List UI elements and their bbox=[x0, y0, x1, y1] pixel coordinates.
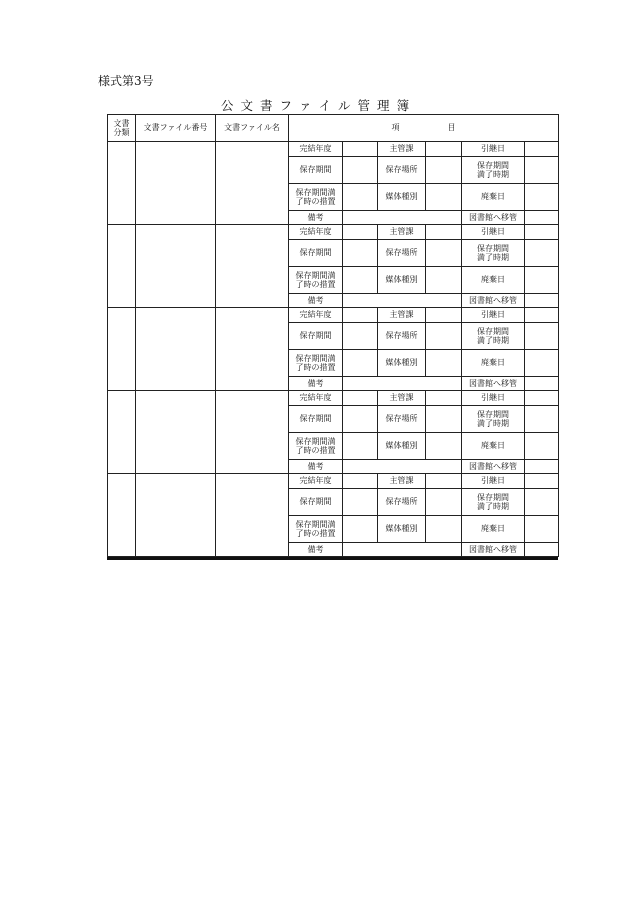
title-char: 簿 bbox=[396, 98, 410, 113]
responsible-section-label: 主管課 bbox=[378, 308, 426, 323]
disposal-date-label: 廃棄日 bbox=[462, 267, 525, 294]
bottom-rule bbox=[107, 557, 558, 560]
disposal-date-value[interactable] bbox=[525, 433, 559, 460]
remarks-value[interactable] bbox=[343, 460, 462, 474]
header-file-name: 文書ファイル名 bbox=[216, 115, 289, 142]
measure-value[interactable] bbox=[343, 516, 378, 543]
form-number: 様式第3号 bbox=[98, 74, 154, 88]
media-type-label: 媒体種別 bbox=[378, 516, 426, 543]
remarks-value[interactable] bbox=[343, 377, 462, 391]
completion-year-label: 完結年度 bbox=[289, 308, 343, 323]
media-type-label: 媒体種別 bbox=[378, 433, 426, 460]
record-row bbox=[108, 142, 559, 157]
responsible-section-label: 主管課 bbox=[378, 225, 426, 240]
title-char: フ bbox=[279, 98, 292, 113]
measure-label: 保存期間満 了時の措置 bbox=[289, 433, 343, 460]
expiry-label: 保存期間 満了時期 bbox=[462, 240, 525, 267]
file-name-cell[interactable] bbox=[216, 474, 289, 557]
library-transfer-label: 図書館へ移管 bbox=[462, 460, 525, 474]
storage-location-label: 保存場所 bbox=[378, 323, 426, 350]
library-transfer-value[interactable] bbox=[525, 377, 559, 391]
storage-location-value[interactable] bbox=[426, 323, 462, 350]
library-transfer-value[interactable] bbox=[525, 294, 559, 308]
responsible-section-label: 主管課 bbox=[378, 142, 426, 157]
storage-location-label: 保存場所 bbox=[378, 406, 426, 433]
completion-year-label: 完結年度 bbox=[289, 225, 343, 240]
responsible-section-value[interactable] bbox=[426, 474, 462, 489]
responsible-section-label: 主管課 bbox=[378, 474, 426, 489]
retention-period-label: 保存期間 bbox=[289, 157, 343, 184]
measure-label: 保存期間満 了時の措置 bbox=[289, 350, 343, 377]
completion-year-value[interactable] bbox=[343, 308, 378, 323]
storage-location-value[interactable] bbox=[426, 240, 462, 267]
disposal-date-value[interactable] bbox=[525, 516, 559, 543]
category-cell[interactable] bbox=[108, 225, 136, 308]
file-name-cell[interactable] bbox=[216, 142, 289, 225]
retention-period-value[interactable] bbox=[343, 240, 378, 267]
disposal-date-value[interactable] bbox=[525, 350, 559, 377]
handover-date-label: 引継日 bbox=[462, 142, 525, 157]
file-number-cell[interactable] bbox=[136, 474, 216, 557]
expiry-label: 保存期間 満了時期 bbox=[462, 489, 525, 516]
library-transfer-label: 図書館へ移管 bbox=[462, 294, 525, 308]
handover-date-label: 引継日 bbox=[462, 474, 525, 489]
category-cell[interactable] bbox=[108, 391, 136, 474]
file-name-cell[interactable] bbox=[216, 308, 289, 391]
title-char: 理 bbox=[377, 98, 390, 113]
retention-period-label: 保存期間 bbox=[289, 240, 343, 267]
title-char: 公 bbox=[220, 98, 234, 113]
completion-year-label: 完結年度 bbox=[289, 391, 343, 406]
disposal-date-value[interactable] bbox=[525, 184, 559, 211]
expiry-label: 保存期間 満了時期 bbox=[462, 157, 525, 184]
completion-year-value[interactable] bbox=[343, 225, 378, 240]
title-char: ァ bbox=[298, 98, 312, 113]
measure-label: 保存期間満 了時の措置 bbox=[289, 267, 343, 294]
completion-year-value[interactable] bbox=[343, 142, 378, 157]
library-transfer-label: 図書館へ移管 bbox=[462, 377, 525, 391]
handover-date-value[interactable] bbox=[525, 308, 559, 323]
retention-period-value[interactable] bbox=[343, 323, 378, 350]
category-cell[interactable] bbox=[108, 308, 136, 391]
completion-year-label: 完結年度 bbox=[289, 474, 343, 489]
media-type-value[interactable] bbox=[426, 184, 462, 211]
expiry-value[interactable] bbox=[525, 323, 559, 350]
remarks-value[interactable] bbox=[343, 294, 462, 308]
file-number-cell[interactable] bbox=[136, 225, 216, 308]
category-cell[interactable] bbox=[108, 474, 136, 557]
storage-location-label: 保存場所 bbox=[378, 240, 426, 267]
handover-date-value[interactable] bbox=[525, 225, 559, 240]
storage-location-label: 保存場所 bbox=[378, 157, 426, 184]
retention-period-value[interactable] bbox=[343, 489, 378, 516]
remarks-label: 備考 bbox=[289, 460, 343, 474]
media-type-value[interactable] bbox=[426, 516, 462, 543]
remarks-label: 備考 bbox=[289, 294, 343, 308]
responsible-section-label: 主管課 bbox=[378, 391, 426, 406]
page-title bbox=[0, 96, 630, 114]
title-char: 文 bbox=[240, 98, 253, 113]
handover-date-label: 引継日 bbox=[462, 225, 525, 240]
media-type-label: 媒体種別 bbox=[378, 350, 426, 377]
completion-year-label: 完結年度 bbox=[289, 142, 343, 157]
remarks-value[interactable] bbox=[343, 543, 462, 557]
media-type-label: 媒体種別 bbox=[378, 267, 426, 294]
file-number-cell[interactable] bbox=[136, 142, 216, 225]
disposal-date-label: 廃棄日 bbox=[462, 516, 525, 543]
responsible-section-value[interactable] bbox=[426, 142, 462, 157]
measure-label: 保存期間満 了時の措置 bbox=[289, 516, 343, 543]
title-char: イ bbox=[318, 98, 332, 113]
remarks-label: 備考 bbox=[289, 211, 343, 225]
measure-value[interactable] bbox=[343, 267, 378, 294]
expiry-value[interactable] bbox=[525, 157, 559, 184]
library-transfer-value[interactable] bbox=[525, 460, 559, 474]
disposal-date-value[interactable] bbox=[525, 267, 559, 294]
storage-location-value[interactable] bbox=[426, 157, 462, 184]
measure-value[interactable] bbox=[343, 184, 378, 211]
header-items: 項 目 bbox=[289, 115, 559, 142]
file-name-cell[interactable] bbox=[216, 225, 289, 308]
handover-date-label: 引継日 bbox=[462, 308, 525, 323]
media-type-value[interactable] bbox=[426, 267, 462, 294]
file-number-cell[interactable] bbox=[136, 391, 216, 474]
storage-location-label: 保存場所 bbox=[378, 489, 426, 516]
expiry-value[interactable] bbox=[525, 489, 559, 516]
measure-label: 保存期間満 了時の措置 bbox=[289, 184, 343, 211]
disposal-date-label: 廃棄日 bbox=[462, 184, 525, 211]
library-transfer-value[interactable] bbox=[525, 211, 559, 225]
expiry-label: 保存期間 満了時期 bbox=[462, 406, 525, 433]
retention-period-value[interactable] bbox=[343, 406, 378, 433]
file-name-cell[interactable] bbox=[216, 391, 289, 474]
handover-date-value[interactable] bbox=[525, 474, 559, 489]
disposal-date-label: 廃棄日 bbox=[462, 350, 525, 377]
storage-location-value[interactable] bbox=[426, 406, 462, 433]
record-row bbox=[108, 308, 559, 323]
library-transfer-value[interactable] bbox=[525, 543, 559, 557]
remarks-label: 備考 bbox=[289, 543, 343, 557]
disposal-date-label: 廃棄日 bbox=[462, 433, 525, 460]
category-cell[interactable] bbox=[108, 142, 136, 225]
measure-value[interactable] bbox=[343, 433, 378, 460]
responsible-section-value[interactable] bbox=[426, 308, 462, 323]
title-char: ル bbox=[338, 98, 351, 113]
responsible-section-value[interactable] bbox=[426, 225, 462, 240]
library-transfer-label: 図書館へ移管 bbox=[462, 211, 525, 225]
retention-period-label: 保存期間 bbox=[289, 323, 343, 350]
measure-value[interactable] bbox=[343, 350, 378, 377]
completion-year-value[interactable] bbox=[343, 391, 378, 406]
retention-period-value[interactable] bbox=[343, 157, 378, 184]
ledger-table bbox=[107, 114, 559, 557]
media-type-value[interactable] bbox=[426, 433, 462, 460]
expiry-label: 保存期間 満了時期 bbox=[462, 323, 525, 350]
remarks-label: 備考 bbox=[289, 377, 343, 391]
header-category: 文書 分類 bbox=[108, 115, 136, 142]
media-type-value[interactable] bbox=[426, 350, 462, 377]
completion-year-value[interactable] bbox=[343, 474, 378, 489]
handover-date-label: 引継日 bbox=[462, 391, 525, 406]
storage-location-value[interactable] bbox=[426, 489, 462, 516]
library-transfer-label: 図書館へ移管 bbox=[462, 543, 525, 557]
expiry-value[interactable] bbox=[525, 240, 559, 267]
header-file-number: 文書ファイル番号 bbox=[136, 115, 216, 142]
record-row bbox=[108, 474, 559, 489]
file-number-cell[interactable] bbox=[136, 308, 216, 391]
retention-period-label: 保存期間 bbox=[289, 406, 343, 433]
header-row bbox=[108, 115, 559, 142]
expiry-value[interactable] bbox=[525, 406, 559, 433]
retention-period-label: 保存期間 bbox=[289, 489, 343, 516]
handover-date-value[interactable] bbox=[525, 391, 559, 406]
responsible-section-value[interactable] bbox=[426, 391, 462, 406]
title-char: 書 bbox=[259, 98, 273, 113]
record-row bbox=[108, 225, 559, 240]
title-char: 管 bbox=[357, 98, 371, 113]
remarks-value[interactable] bbox=[343, 211, 462, 225]
record-row bbox=[108, 391, 559, 406]
handover-date-value[interactable] bbox=[525, 142, 559, 157]
media-type-label: 媒体種別 bbox=[378, 184, 426, 211]
